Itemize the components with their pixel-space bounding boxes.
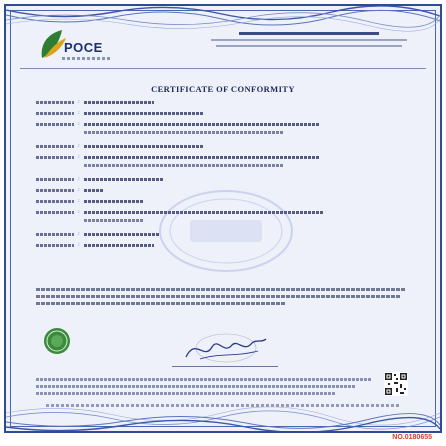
field-separator: :: [78, 110, 80, 116]
issuer-block: [204, 29, 414, 47]
field-value: [84, 233, 160, 236]
header-divider: [20, 68, 426, 69]
field-separator: :: [78, 143, 80, 149]
logo-wordmark: POCE: [64, 40, 103, 55]
field-separator: :: [78, 231, 80, 237]
field-value: [84, 145, 204, 148]
field-label: [36, 233, 74, 236]
field-row: [36, 99, 412, 107]
field-separator: :: [78, 187, 80, 193]
field-label: [36, 189, 74, 192]
field-separator: :: [78, 198, 80, 204]
field-value: [84, 244, 154, 247]
field-label: [36, 244, 74, 247]
disclaimer-line: [36, 392, 336, 395]
logo-tagline: [62, 57, 110, 60]
conformity-statement: [36, 288, 412, 309]
statement-line: [36, 302, 286, 305]
field-value: [84, 219, 144, 222]
field-separator: :: [78, 242, 80, 248]
field-label: [36, 101, 74, 104]
field-separator: :: [78, 176, 80, 182]
field-label: [36, 200, 74, 203]
field-label: [36, 211, 74, 214]
issuer-name: [239, 32, 379, 35]
certificate-number: NO.0180655: [392, 434, 432, 441]
field-row: [36, 121, 412, 140]
certificate-title: CERTIFICATE OF CONFORMITY: [151, 84, 295, 94]
field-value: [84, 131, 284, 134]
issuer-address-line: [216, 45, 402, 47]
field-value: [84, 101, 154, 104]
field-separator: :: [78, 121, 80, 127]
certificate-header: [36, 26, 412, 70]
field-row: [36, 176, 412, 184]
statement-line: [36, 288, 406, 291]
field-value: [84, 200, 144, 203]
field-value: [84, 156, 320, 159]
field-value: [84, 123, 320, 126]
disclaimer-line: [36, 378, 372, 381]
issuer-address-line: [211, 39, 407, 41]
field-label: [36, 123, 74, 126]
footer-disclaimer: [36, 378, 374, 399]
field-label: [36, 145, 74, 148]
poce-watermark: [156, 186, 296, 276]
signature-line: [172, 366, 278, 367]
field-separator: :: [78, 99, 80, 105]
field-separator: :: [78, 209, 80, 215]
field-label: [36, 178, 74, 181]
field-value: [84, 164, 284, 167]
field-row: [36, 110, 412, 118]
field-row: [36, 143, 412, 151]
certification-seal-icon: [42, 326, 72, 356]
field-label: [36, 112, 74, 115]
field-label: [36, 156, 74, 159]
field-row: [36, 154, 412, 173]
qr-code[interactable]: [384, 372, 408, 396]
field-value: [84, 189, 104, 192]
bottom-wave-border: [6, 401, 440, 431]
field-separator: :: [78, 154, 80, 160]
disclaimer-line: [36, 385, 356, 388]
field-value: [84, 178, 164, 181]
signature: [182, 331, 268, 365]
field-value: [84, 112, 204, 115]
certificate-frame: [4, 4, 442, 433]
statement-line: [36, 295, 400, 298]
